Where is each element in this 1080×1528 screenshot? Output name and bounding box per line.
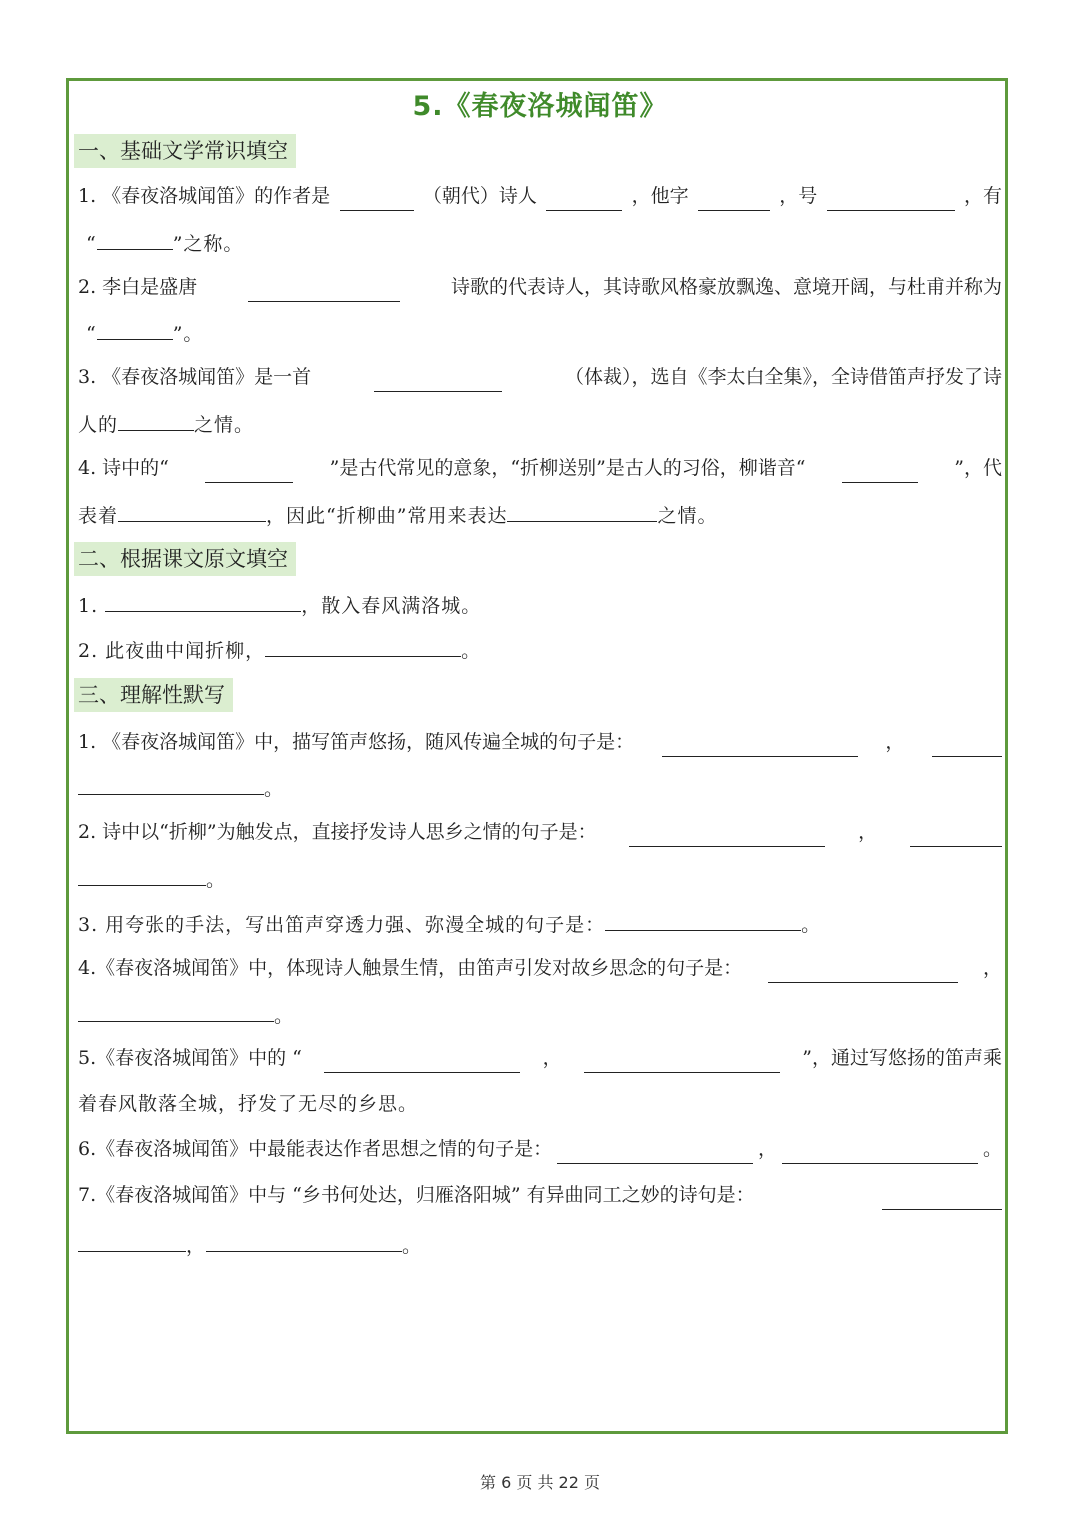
question-text: 。	[274, 1005, 295, 1027]
question-text: 之情。	[657, 505, 718, 527]
question-text: ”之称。	[172, 233, 244, 255]
answer-blank[interactable]	[910, 824, 1002, 847]
answer-blank[interactable]	[324, 1050, 520, 1073]
answer-blank[interactable]	[340, 188, 414, 211]
answer-blank[interactable]	[265, 634, 461, 657]
question-line	[78, 362, 1002, 392]
question-text: 1.	[78, 595, 99, 617]
question-text: ”是古代常见的意象，“折柳送别”是古人的习俗，柳谐音“	[329, 457, 806, 479]
answer-blank[interactable]	[629, 824, 825, 847]
question-line	[78, 408, 1002, 438]
answer-blank[interactable]	[827, 188, 955, 211]
answer-blank[interactable]	[118, 499, 266, 522]
question-text: ，	[885, 731, 905, 753]
page-title: 5.《春夜洛城闻笛》	[412, 91, 668, 122]
question-text: ”，通过写悠扬的笛声乘	[802, 1047, 1002, 1069]
question-line	[78, 908, 1002, 938]
question-line	[78, 272, 1002, 302]
answer-blank[interactable]	[605, 908, 801, 931]
answer-blank[interactable]	[118, 408, 194, 431]
answer-blank[interactable]	[205, 460, 293, 483]
question-text: ，	[758, 1138, 778, 1160]
question-line	[78, 589, 1002, 619]
answer-blank[interactable]	[546, 188, 622, 211]
question-text: ”，代	[954, 457, 1002, 479]
question-line	[78, 1043, 1002, 1073]
answer-blank[interactable]	[882, 1187, 1002, 1210]
question-line	[78, 181, 1002, 211]
answer-blank[interactable]	[105, 589, 301, 612]
question-text: ，有	[963, 185, 1002, 207]
answer-blank[interactable]	[932, 734, 1002, 757]
answer-blank[interactable]	[768, 960, 958, 983]
question-text: ，	[542, 1047, 562, 1069]
question-text: 。	[461, 640, 482, 662]
question-line	[78, 727, 1002, 757]
question-text: 2. 诗中以“折柳”为触发点，直接抒发诗人思乡之情的句子是：	[78, 821, 597, 843]
question-text: 3. 用夸张的手法，写出笛声穿透力强、弥漫全城的句子是：	[78, 914, 606, 936]
question-line	[78, 1134, 1002, 1164]
question-line	[78, 499, 1002, 529]
question-text: 。	[264, 778, 285, 800]
answer-blank[interactable]	[78, 772, 264, 795]
question-text: 1. 《春夜洛城闻笛》中，描写笛声悠扬，随风传遍全城的句子是：	[78, 731, 635, 753]
answer-blank[interactable]	[97, 227, 173, 250]
question-text: ，	[982, 957, 1002, 979]
answer-blank[interactable]	[557, 1141, 753, 1164]
question-text: 诗歌的代表诗人，其诗歌风格豪放飘逸、意境开阔，与杜甫并称为	[450, 276, 1002, 298]
question-text: 4. 诗中的“	[78, 457, 169, 479]
question-text: “	[86, 233, 97, 255]
answer-blank[interactable]	[698, 188, 770, 211]
question-line	[86, 317, 1010, 347]
question-text: （体裁），选自《李太白全集》，全诗借笛声抒发了诗	[564, 366, 1002, 388]
question-line	[78, 817, 1002, 847]
question-line	[78, 634, 1002, 664]
question-text: 。	[982, 1138, 1002, 1160]
question-text: 5.《春夜洛城闻笛》中的 “	[78, 1047, 302, 1069]
section-heading-fill-original: 二、根据课文原文填空	[74, 542, 296, 576]
question-text: 3. 《春夜洛城闻笛》是一首	[78, 366, 312, 388]
answer-blank[interactable]	[78, 863, 206, 886]
question-text: 6.《春夜洛城闻笛》中最能表达作者思想之情的句子是：	[78, 1138, 553, 1160]
answer-blank[interactable]	[78, 1229, 186, 1252]
question-text: ”。	[172, 323, 204, 345]
question-text: 着春风散落全城，抒发了无尽的乡思。	[78, 1093, 419, 1115]
question-text: （朝代）诗人	[422, 185, 537, 207]
question-text: ，	[858, 821, 878, 843]
answer-blank[interactable]	[374, 369, 502, 392]
question-line	[78, 453, 1002, 483]
question-text: 2. 此夜曲中闻折柳，	[78, 640, 266, 662]
answer-blank[interactable]	[584, 1050, 780, 1073]
question-text: ，他字	[631, 185, 689, 207]
answer-blank[interactable]	[662, 734, 858, 757]
question-line	[86, 227, 1010, 257]
section-heading-basic-knowledge: 一、基础文学常识填空	[74, 134, 296, 168]
question-text: 表着	[78, 505, 119, 527]
question-text: 4.《春夜洛城闻笛》中，体现诗人触景生情，由笛声引发对故乡思念的句子是：	[78, 957, 743, 979]
question-text: 。	[206, 869, 227, 891]
question-text: ，	[186, 1235, 207, 1257]
question-text: 人的	[78, 414, 119, 436]
question-text: 。	[402, 1235, 423, 1257]
answer-blank[interactable]	[206, 1229, 402, 1252]
page-number: 第 6 页 共 22 页	[480, 1473, 600, 1492]
question-line	[78, 1229, 1002, 1259]
question-line	[78, 953, 1002, 983]
question-text: 1. 《春夜洛城闻笛》的作者是	[78, 185, 331, 207]
answer-blank[interactable]	[842, 460, 918, 483]
question-text: 2. 李白是盛唐	[78, 276, 198, 298]
question-text: 。	[801, 914, 822, 936]
question-text: 7.《春夜洛城闻笛》中与 “乡书何处达，归雁洛阳城” 有异曲同工之妙的诗句是：	[78, 1184, 755, 1206]
question-line	[78, 999, 1002, 1029]
question-text: ，号	[779, 185, 818, 207]
question-line	[78, 772, 1002, 802]
question-text: ，散入春风满洛城。	[301, 595, 482, 617]
question-text: 之情。	[194, 414, 255, 436]
answer-blank[interactable]	[248, 279, 400, 302]
question-text: “	[86, 323, 97, 345]
answer-blank[interactable]	[78, 999, 274, 1022]
question-line	[78, 1089, 1002, 1119]
answer-blank[interactable]	[507, 499, 657, 522]
question-line	[78, 1180, 1002, 1210]
question-line	[78, 863, 1002, 893]
answer-blank[interactable]	[97, 317, 173, 340]
section-heading-comprehension: 三、理解性默写	[74, 678, 233, 712]
question-text: ，因此“折柳曲”常用来表达	[266, 505, 508, 527]
answer-blank[interactable]	[782, 1141, 978, 1164]
